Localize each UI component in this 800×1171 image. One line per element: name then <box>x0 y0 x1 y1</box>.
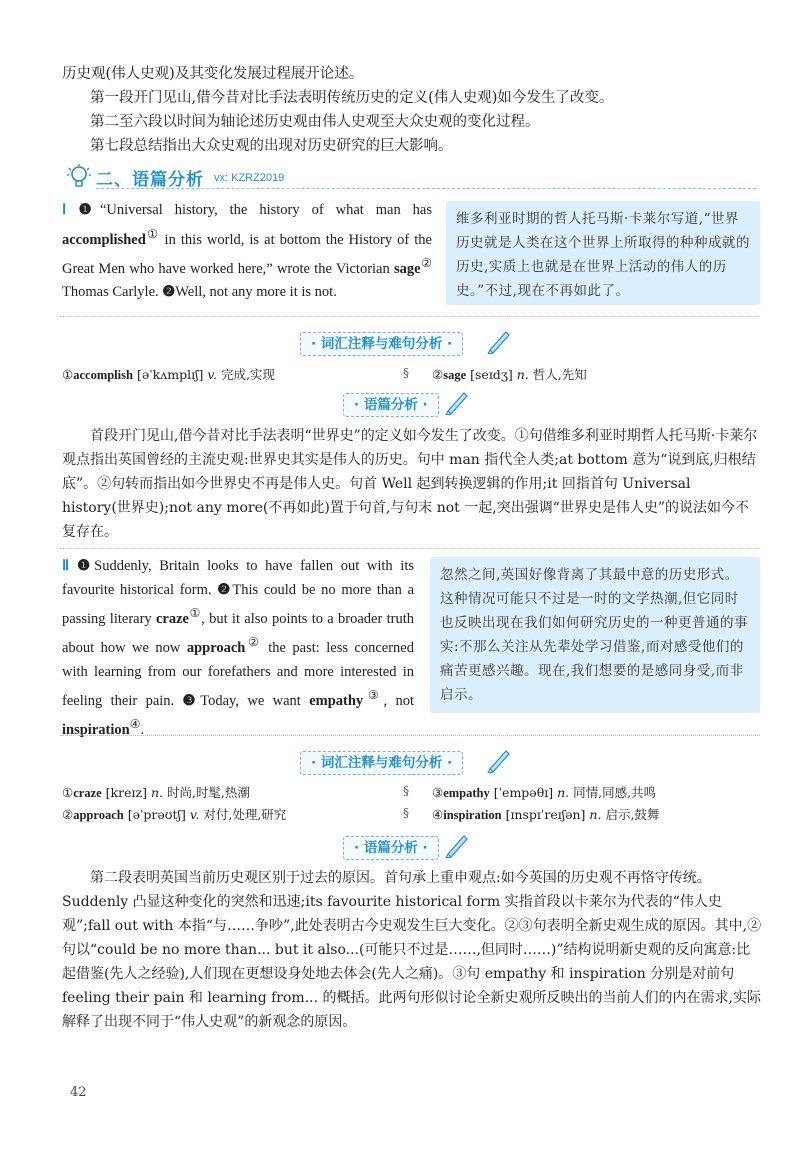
intro-line-3: 第二至六段以时间为轴论述历史观由伟人史观至大众史观的变化过程。 <box>90 114 540 130</box>
page-number: 42 <box>70 1085 87 1100</box>
analysis-header-1: · 语篇分析 · <box>343 393 439 417</box>
sentence-text: “Universal history, the history of what man has <box>99 202 433 218</box>
intro-line-4: 第七段总结指出大众史观的出现对历史研究的巨大影响。 <box>90 138 453 154</box>
analysis-header-2: · 语篇分析 · <box>343 836 439 860</box>
vocab-entry: ③empathy [ˈempəθɪ] n. 同情,同感,共鸣 <box>432 785 657 800</box>
divider <box>60 735 760 736</box>
sentence-text: Suddenly, Britain looks to have fallen out with its favourite historical form. <box>62 558 415 598</box>
vocab-entry: ②approach [əˈprəʊtʃ] v. 对付,处理,研究 <box>62 807 287 822</box>
vocab-header-1: · 词汇注释与难句分析 · <box>300 332 463 356</box>
sentence-text: Today, we want <box>200 692 310 709</box>
pen-icon <box>444 389 470 415</box>
paragraph-1-english <box>62 199 432 305</box>
vocab-entry: ④inspiration [ɪnspɪˈreɪʃən] n. 启示,鼓舞 <box>432 807 660 822</box>
vocab-word: craze <box>155 610 189 627</box>
intro-line-2: 第一段开门见山,借今昔对比手法表明传统历史的定义(伟人史观)如今发生了改变。 <box>90 90 614 106</box>
pen-icon <box>444 832 470 858</box>
sentence-text: . <box>140 722 145 739</box>
vocab-word: empathy <box>309 692 364 709</box>
sentence-number: ❶ <box>78 202 100 218</box>
pen-icon <box>486 747 512 773</box>
section-rule <box>96 188 756 189</box>
vocab-entry: ①craze [kreɪz] n. 时尚,时髦,热潮 <box>62 785 250 800</box>
sentence-number: ❷ <box>162 284 176 301</box>
sentence-text: the past: less concerned with learning from our forefathers and more interested in feeling their pain. <box>62 640 414 709</box>
divider <box>60 548 760 549</box>
footnote-marker: ① <box>145 226 160 241</box>
vocab-word: inspiration <box>62 722 130 739</box>
intro-line-1: 历史观(伟人史观)及其变化发展过程展开论述。 <box>62 66 364 82</box>
vocab-word: sage <box>393 260 421 277</box>
vocab-separator-icon: § <box>403 366 409 380</box>
paragraph-marker: Ⅰ <box>62 202 75 218</box>
pen-icon <box>486 328 512 354</box>
paragraph-2-translation: 忽然之间,英国好像背离了其最中意的历史形式。这种情况可能只不过是一时的文学热潮,但它同时也反映出现在我们如何研究历史的一种更普通的事实:不那么关注从先辈处学习借鉴,而对感受他们的痛苦更感兴趣。现在,我们想要的是感同身受,而非启示。 <box>430 557 760 713</box>
section-title: 二、语篇分析 <box>96 170 204 190</box>
section-heading <box>66 163 756 193</box>
sentence-text: Thomas Carlyle. <box>62 284 163 301</box>
sentence-text: , but it also points to a broader truth about how we now <box>62 610 414 657</box>
vocab-entry: ①accomplish [əˈkʌmplɪʃ] v. 完成,实现 <box>62 367 275 382</box>
sentence-text: , not <box>383 692 415 709</box>
footnote-marker: ④ <box>129 717 141 732</box>
paragraph-1-translation: 维多利亚时期的哲人托马斯·卡莱尔写道,“世界历史就是人类在这个世界上所取得的种种成就的历史,实质上也就是在世界上活动的伟人的历史。”不过,现在不再如此了。 <box>446 201 760 305</box>
sentence-number: ❸ <box>182 692 201 709</box>
divider <box>60 316 760 317</box>
vocab-entry: ②sage [seɪdʒ] n. 哲人,先知 <box>432 367 587 382</box>
vocab-separator-icon: § <box>403 806 409 820</box>
vocab-separator-icon: § <box>403 784 409 798</box>
sentence-text: Well, not any more it is not. <box>175 284 337 301</box>
footnote-marker: ② <box>420 255 432 270</box>
vocab-word: approach <box>186 640 246 657</box>
paragraph-2-english <box>62 555 414 743</box>
footnote-marker: ① <box>188 606 202 620</box>
vocab-word: accomplished <box>62 231 146 248</box>
sentence-number: ❶ <box>77 558 95 574</box>
watermark: vx: KZRZ2019 <box>214 172 285 184</box>
sentence-number: ❷ <box>217 581 233 598</box>
paragraph-marker: Ⅱ <box>62 558 74 574</box>
footnote-marker: ② <box>245 635 262 650</box>
vocab-header-2: · 词汇注释与难句分析 · <box>300 751 463 775</box>
footnote-marker: ③ <box>363 688 384 703</box>
sentence-text: in this world, is at bottom the History of the Great Men who have worked here,” wrote the Victorian <box>62 231 432 277</box>
lightbulb-icon <box>66 163 92 191</box>
paragraph-2-analysis: 第二段表明英国当前历史观区别于过去的原因。首句承上重申观点:如今英国的历史观不再恪守传统。Suddenly 凸显这种变化的突然和迅速;its favourite historical form 实指首段以卡莱尔为代表的“伟人史观”;fall out with 本指“与……争吵”,此处表明古今史观发生巨大变化。②③句表明全新史观生成的原因。其中,②句以“could be no more than... but it also...(可能只不过是……,但同时……)”结构说明新史观的反向寓意:比起借鉴(先人之经验),人们现在更想设身处地去体会(先人之痛)。③句 empathy 和 inspiration 分别是对前句 feeling their pain 和 learning from... 的概括。此两句形似讨论全新史观所反映出的当前人们的内在需求,实际解释了出现不同于“伟人史观”的新观念的原因。 <box>62 870 762 1030</box>
sentence-text: This could be no more than a passing literary <box>62 581 414 627</box>
paragraph-1-analysis: 首段开门见山,借今昔对比手法表明“世界史”的定义如今发生了改变。①句借维多利亚时期哲人托马斯·卡莱尔观点指出英国曾经的主流史观:世界史其实是伟人的历史。句中 man 指代全人类;at bottom 意为“说到底,归根结底”。②句转而指出如今世界史不再是伟人史。句首 Well 起到转换逻辑的作用;it 回指首句 Universal history(世界史);not any more(不再如此)置于句首,与句末 not 一起,突出强调“世界史是伟人史”的说法如今不复存在。 <box>62 428 758 540</box>
